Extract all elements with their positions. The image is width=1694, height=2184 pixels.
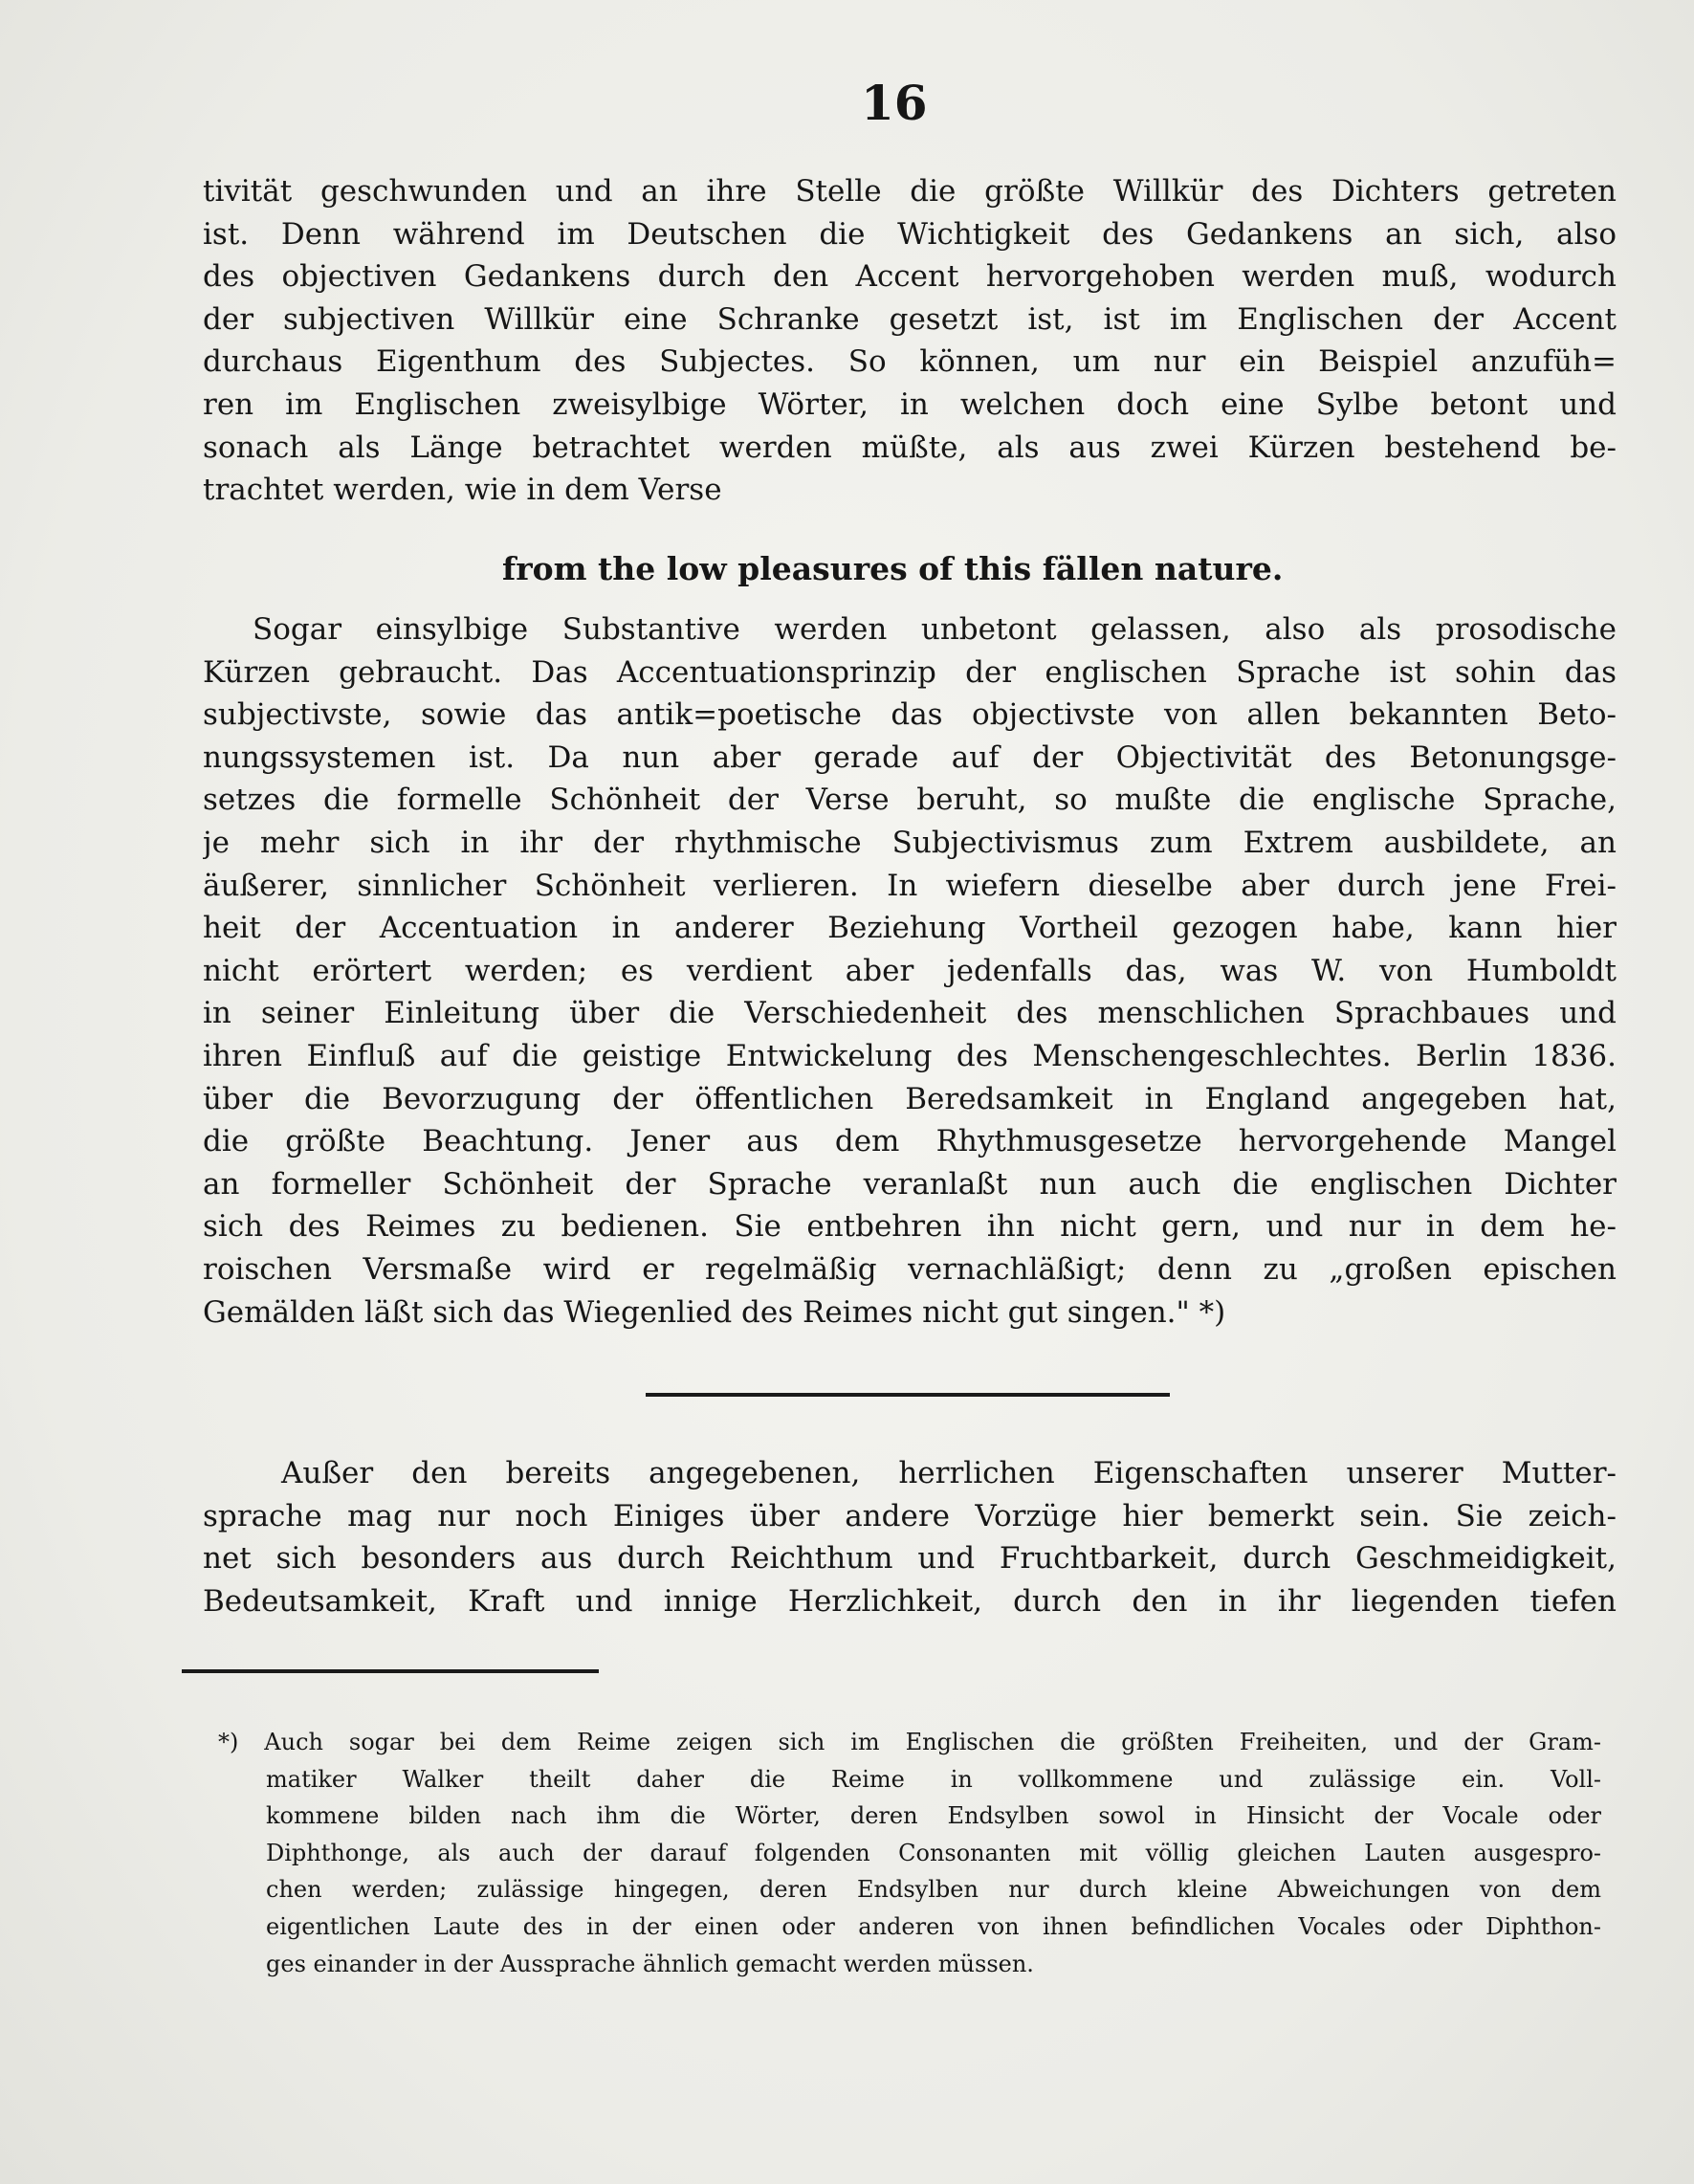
text-line: des objectiven Gedankens durch den Accent hervorgehoben werden muß, wodurch — [203, 259, 1617, 295]
text-line: an formeller Schönheit der Sprache veranlaßt nun auch die englischen Dichter — [203, 1166, 1617, 1202]
text-line: ren im Englischen zweisylbige Wörter, in welchen doch eine Sylbe betont und — [203, 386, 1617, 422]
footnote-line: chen werden; zulässige hingegen, deren Endsylben nur durch kleine Abweichungen von dem — [266, 1876, 1601, 1904]
footnote-line: ges einander in der Aussprache ähnlich gemacht werden müssen. — [266, 1950, 1034, 1977]
text-line: roischen Versmaße wird er regelmäßig vernachläßigt; denn zu „großen epischen — [203, 1251, 1617, 1287]
text-line: sonach als Länge betrachtet werden müßte, als aus zwei Kürzen bestehend be- — [203, 430, 1617, 465]
text-line: ihren Einfluß auf die geistige Entwickelung des Menschengeschlechtes. Berlin 1836. — [203, 1038, 1617, 1073]
footnote-line: *) Auch sogar bei dem Reime zeigen sich im Englischen die größten Freiheiten, und der Gram- — [218, 1729, 1601, 1755]
text-line: über die Bevorzugung der öffentlichen Beredsamkeit in England angegeben hat, — [203, 1081, 1617, 1116]
paragraph-virtues — [203, 1452, 1617, 1622]
text-line: je mehr sich in ihr der rhythmische Subjectivismus zum Extrem ausbildete, an — [203, 825, 1617, 860]
text-line: nicht erörtert werden; es verdient aber jedenfalls das, was W. von Humboldt — [203, 953, 1617, 988]
text-line: durchaus Eigenthum des Subjectes. So können, um nur ein Beispiel anzufüh= — [203, 344, 1617, 380]
text-line: setzes die formelle Schönheit der Verse beruht, so mußte die englische Sprache, — [203, 783, 1617, 818]
text-line: nungssystemen ist. Da nun aber gerade auf der Objectivität des Betonungsge- — [203, 739, 1617, 775]
text-line: äußerer, sinnlicher Schönheit verlieren. In wiefern dieselbe aber durch jene Frei- — [203, 868, 1617, 903]
text-line: in seiner Einleitung über die Verschiedenheit des menschlichen Sprachbaues und — [203, 996, 1617, 1031]
footnote-line: matiker Walker theilt daher die Reime in vollkommene und zulässige ein. Voll- — [266, 1765, 1601, 1793]
text-line: net sich besonders aus durch Reichthum und Fruchtbarkeit, durch Geschmeidigkeit, — [203, 1541, 1617, 1577]
verse-quotation: from the low pleasures of this fällen nature. — [502, 550, 1284, 587]
text-line: tivität geschwunden und an ihre Stelle die größte Willkür des Dichters getreten — [203, 174, 1617, 209]
text-line: trachtet werden, wie in dem Verse — [203, 473, 722, 508]
footnote-line: eigentlichen Laute des in der einen oder anderen von ihnen befindlichen Vocales oder Diphthon- — [266, 1912, 1601, 1940]
paragraph-continued — [203, 170, 1617, 512]
paragraph-prosody — [203, 608, 1617, 1334]
text-line: die größte Beachtung. Jener aus dem Rhythmusgesetze hervorgehende Mangel — [203, 1124, 1617, 1159]
text-line: Bedeutsamkeit, Kraft und innige Herzlichkeit, durch den in ihr liegenden tiefen — [203, 1583, 1617, 1619]
text-line: Außer den bereits angegebenen, herrlichen Eigenschaften unserer Mutter- — [281, 1456, 1617, 1490]
text-line: Kürzen gebraucht. Das Accentuationsprinzip der englischen Sprache ist sohin das — [203, 654, 1617, 690]
text-line: Sogar einsylbige Substantive werden unbetont gelassen, also als prosodische — [253, 612, 1617, 647]
text-line: sich des Reimes zu bedienen. Sie entbehren ihn nicht gern, und nur in dem he- — [203, 1209, 1617, 1245]
page-number: 16 — [861, 75, 928, 131]
text-line: Gemälden läßt sich das Wiegenlied des Reimes nicht gut singen." *) — [203, 1294, 1226, 1330]
section-divider — [646, 1393, 1170, 1397]
footnote — [218, 1724, 1601, 1982]
text-line: sprache mag nur noch Einiges über andere Vorzüge hier bemerkt sein. Sie zeich- — [203, 1498, 1617, 1533]
text-line: der subjectiven Willkür eine Schranke gesetzt ist, ist im Englischen der Accent — [203, 301, 1617, 337]
footnote-line: kommene bilden nach ihm die Wörter, deren Endsylben sowol in Hinsicht der Vocale oder — [266, 1802, 1601, 1830]
text-line: subjectivste, sowie das antik=poetische das objectivste von allen bekannten Beto- — [203, 697, 1617, 733]
footnote-divider — [182, 1669, 599, 1673]
text-line: heit der Accentuation in anderer Beziehung Vortheil gezogen habe, kann hier — [203, 911, 1617, 946]
text-line: ist. Denn während im Deutschen die Wichtigkeit des Gedankens an sich, also — [203, 216, 1617, 252]
footnote-line: Diphthonge, als auch der darauf folgenden Consonanten mit völlig gleichen Lauten ausgespro- — [266, 1839, 1601, 1866]
